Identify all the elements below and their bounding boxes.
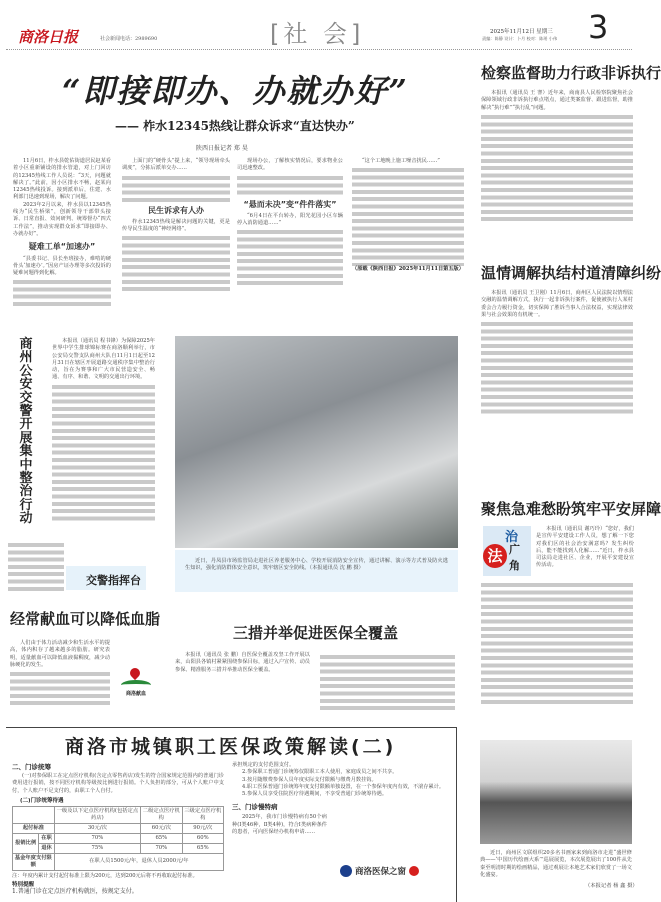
article-body-mediation: 本报讯（通讯员 王卫刚）11月6日，商州区人民法院以情理法交融的温情调解方式，执行一起非诉执行案件，促使被执行人某村委会合力履行资金，切实保障了胜诉当事人合法权益，实现法律效果与社会效果的有机统一。 [481,290,633,415]
fire-drill-photo [175,336,458,548]
outpatient-benefit-table: 一级及以下定点医疗机构(包括定点药店) 二级定点医疗机构 三级定点医疗机构 起付标准 30元/次 60元/次 90元/次 报销比例 在职 70% 65% 60% 退休 75% 70% 65% 基金年度支付限额 在职人员1500元/年，退休人员2000元/年 [12,806,224,871]
lead-title: “即接即办、办就办好” [62,72,409,110]
art-exhibition-photo [480,740,632,844]
date: 2025年11月12日 星期三 [490,29,553,35]
traffic-body: 本报讯（通讯员 程书锋）为保障2025年世界中学生排球锦标赛在商洛顺利举行，市公安局交警支队商州大队自11月1日起至12月31日在辖区开展道路交通秩序集中整治行动，旨在为赛事和广大市民营造安全、畅通、有序、和谐、文明的交通出行环境。 [52,338,155,534]
hotline: 社会新闻电话：2989690 [100,36,158,42]
art-exhibition-credit: （本报记者 杨 鑫 摄） [585,883,638,889]
lead-byline: 陕西日报记者 郑 昊 [196,145,248,152]
art-exhibition-caption: 近日，商州区文联组织20多名书画家来到商洛市走进“盛世修典——‘中国历代绘画大系’”巡展展览，本次展览展出了100件从先秦至明清时期的绘画精品，通过观展让本地艺术家们欣赏了一场文化盛宴。 [480,850,632,878]
fire-drill-caption: 近日，丹凤县市场监管局走进社区养老服务中心、学校开展消防安全宣传，通过讲解、演示等方式普及防火逃生知识，强化消防群体安全意识，筑牢辖区安全防线。（本报通讯员 沈 鹏 摄） [185,558,448,572]
blood-logo: 商洛献血 [116,668,156,706]
editors: 责编：陈静 设计：卜月 校对：陈瑶 小伟 [482,36,558,41]
lead-col-4: “这个工地晚上施工噪音扰民……” （原载《陕西日报》2025年11月11日第五版） [352,158,464,273]
traffic-column-logo: 交警指挥台 [66,566,146,590]
article-title-safety: 聚焦急难愁盼筑牢平安屏障 [481,500,661,518]
traffic-body-tail [8,541,64,593]
article-title-mediation: 温情调解执结村道清障纠纷 [481,264,661,282]
policy-title: 商洛市城镇职工医保政策解读(二) [65,736,397,758]
lead-col-2: 上面门的“硬骨头”提上来，“领导现场牵头调度”，分拣后派单交办…… 民生诉求有人办 柞水12345热线是解决问题的关键，更是传导民生温度的“神经网络”。 [122,158,230,303]
lead-subtitle: —— 柞水12345热线让群众诉求“直达快办” [115,119,355,133]
article-body-safety [481,581,633,706]
article-title-procuratorate: 检察监督助力行政非诉执行 [481,64,661,82]
article-body-safety-top: 本报讯（通讯员 谢巧玲）“您好，我们是宣传平安建设工作人员，想了解一下您对我们区的社会治安满意吗？发生纠纷后，能不能找到人化解……”近日，柞水县司法局走进社区、企业，开展平安建设宣传活动。 [536,526,634,569]
fire-drill-caption-box [175,550,458,592]
blood-body: 人们由于体力活动减少和生活水平的提高，体内积存了越来越多的脂肪。研究表明，适量献血可以降低血液黏稠度，减少动脉硬化的发生。 [10,640,110,708]
article-body-procuratorate: 本报讯（通讯员 王 謇）近年来，商南县人民检察院聚焦社会保障领域行政非诉执行难点堵点，通过类案监督、跟进监督，助推解决“执行难”“执行乱”问题。 [481,90,633,225]
page-number: 3 [588,8,609,46]
masthead-rule [6,49,632,50]
lead-col-3: 现场办公，了解核实情况后，要求物业公司迅速整改。 “悬而未决”变“件件落实” “6月4日在平台转办，阳光花园小区车辆停入消防通道……” [237,158,343,303]
blood-title: 经常献血可以降低血脂 [10,610,161,628]
coverage-title: 三措并举促进医保全覆盖 [233,624,399,642]
coverage-body-2 [320,653,455,711]
lead-col-1: 11月6日，柞水县乾佑街道居民赵某看着小区重新铺设的排水管道，对上门回访的12345热线工作人员说：“3天，问题就解决了。”此前，因小区排水不畅，赵某向12345热线投诉。接到派单后，住建、水利部门迅速到现场，解决了问题。 2023年2月以来，柞水县以12345热线为“民生桥梁”，创新领导干部带头接诉、日常直报、效问研判、统筹督办“四式工作法”，推动实现群众诉求“即接即办、办就办好”。 疑难工单“加速办” “县委书记、县长坐班接办，难啃的硬骨头‘加速办’。”因房产证办理等多次投诉的疑难问题得到化解。 [13,158,111,303]
rule-of-law-badge: 治 法 广 角 [483,526,531,576]
traffic-title: 商州公安交警开展集中整治行动 [19,337,33,527]
medical-insurance-logo: 商洛医保之窗 [340,858,445,884]
coverage-body: 本报讯（通讯员 张 鹏）自医保全覆盖攻坚工作开展以来，山阳县各镇村紧紧围绕参保目标，通过入户宣传、动员参保、精准服务三措并举推动医保全覆盖。 [175,652,310,673]
masthead-logo: 商洛日报 [18,28,79,46]
policy-right: 承担规定的支付范围支付。 2.参保职工普通门诊统筹仅限职工本人使用，家庭成员之间不共享。 3.按月随缴费参保人员年度实际支付限额与缴费月数挂钩。 4.职工医保普通门诊统筹年度支付限额单独设置，在一个参保年度内有效，不滚存累计。 5.参保人员享受住院医疗待遇期间，不享受普通门诊统筹待遇。 三、门诊慢特病 2025年，我市门诊慢特病有50个病种(Ⅰ类46种，Ⅱ类4种)，符合Ⅰ类病种条件的患者，可向医保经办机构申请…… [232,762,445,836]
policy-left: 二、门诊统筹 (一)对参保职工在定点医疗机构(含定点零售药店)发生的符合国家规定范围内的普通门诊费用进行报销，按不同医疗机构等级按比例进行报销。个人负担的部分，可从个人账户中支付，个人账户不足支付的，由职工个人自付。 (二)门诊统筹待遇 一级及以下定点医疗机构(包括定点药店) 二级定点医疗机构 三级定点医疗机构 起付标准 30元/次 60元/次 90元/次 报销比例 在职 70% 65% 60% 退休 75% 70% 65% 基金年度支付限额 在职人员1500元/年，退休人员2000元/年 注：年度内累计支付起付标准上限为200元，达到200元后将不再收取起付标准。 特别提醒 1.普通门诊在定点医疗机构就医，按规定支付。 [12,763,224,896]
section-title: [社 会] [270,20,365,48]
policy-reminder-1: 1.普通门诊在定点医疗机构就医，按规定支付。 [12,888,138,896]
